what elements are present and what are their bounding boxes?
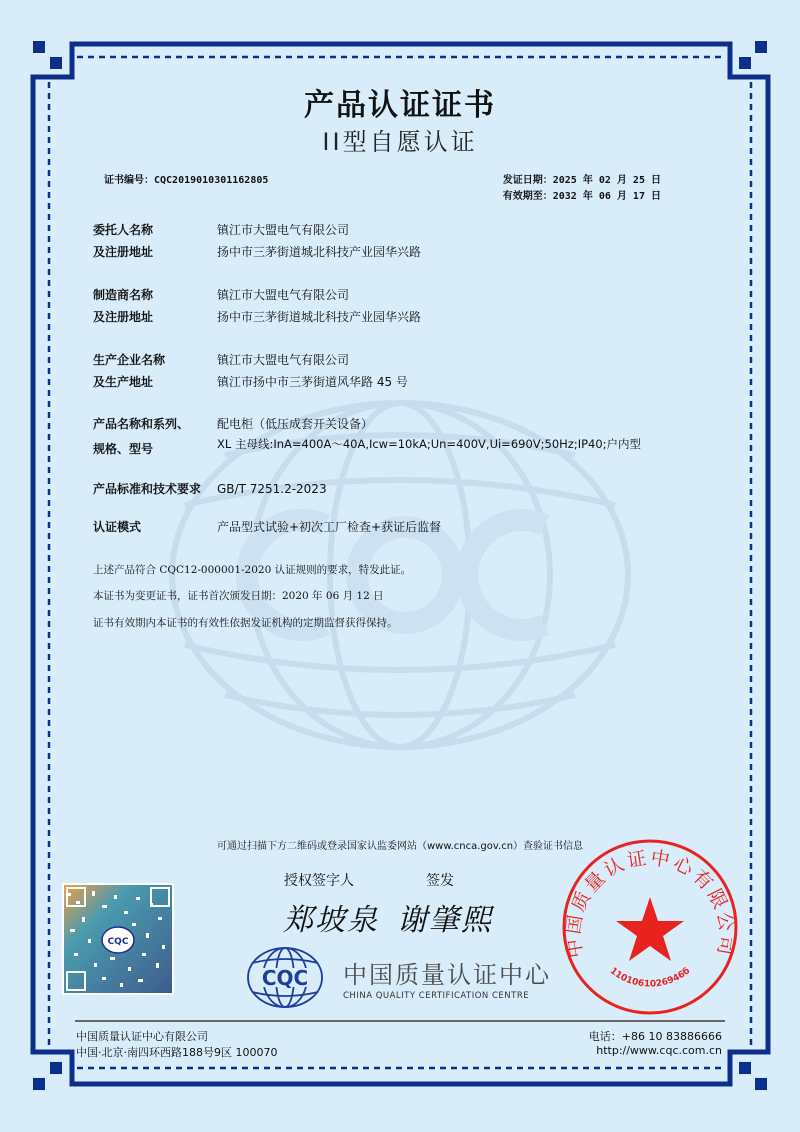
footer-divider bbox=[75, 1020, 725, 1022]
field-label: 及注册地址 bbox=[93, 245, 154, 259]
issuer-label: 签发 bbox=[426, 873, 454, 889]
field-value: XL 主母线:InA=400A～40A,Icw=10kA;Un=400V,Ui=690V;50Hz;IP40;户内型 bbox=[217, 437, 642, 451]
svg-text:CQC: CQC bbox=[107, 937, 129, 947]
expiry-date-value: 2032 年 06 月 17 日 bbox=[552, 191, 661, 202]
footer-company: 中国质量认证中心有限公司 bbox=[76, 1030, 208, 1043]
certificate-subtitle: II型自愿认证 bbox=[322, 128, 478, 156]
certificate-number-label: 证书编号： bbox=[104, 175, 154, 186]
certificate-title: 产品认证证书 bbox=[304, 88, 496, 123]
field-value: 扬中市三茅街道城北科技产业园华兴路 bbox=[217, 245, 422, 259]
certificate-number bbox=[104, 171, 268, 186]
field-label: 规格、型号 bbox=[93, 442, 154, 456]
field-value: 扬中市三茅街道城北科技产业园华兴路 bbox=[217, 310, 422, 324]
field-value: GB/T 7251.2-2023 bbox=[217, 482, 327, 496]
field-value: 镇江市大盟电气有限公司 bbox=[217, 353, 350, 367]
authorized-signatory-label: 授权签字人 bbox=[284, 873, 354, 889]
field-label: 产品标准和技术要求 bbox=[93, 482, 202, 496]
statement-compliance: 上述产品符合 CQC12-000001-2020 认证规则的要求，特发此证。 bbox=[93, 564, 412, 576]
field-label: 及生产地址 bbox=[93, 375, 154, 389]
field-value: 镇江市扬中市三茅街道风华路 45 号 bbox=[217, 375, 408, 389]
field-label: 生产企业名称 bbox=[93, 353, 166, 367]
official-red-stamp bbox=[558, 835, 742, 1019]
field-label: 认证模式 bbox=[93, 520, 142, 534]
expiry-date-label: 有效期至： bbox=[502, 191, 553, 202]
field-value: 产品型式试验+初次工厂检查+获证后监督 bbox=[217, 520, 442, 534]
star-icon bbox=[616, 897, 684, 961]
organization-name-en: CHINA QUALITY CERTIFICATION CENTRE bbox=[343, 991, 530, 1001]
field-label: 产品名称和系列、 bbox=[93, 417, 190, 431]
issue-date-value: 2025 年 02 月 25 日 bbox=[552, 175, 661, 186]
footer-website[interactable]: http://www.cqc.com.cn bbox=[596, 1044, 722, 1057]
statement-change-certificate: 本证书为变更证书，证书首次颁发日期：2020 年 06 月 12 日 bbox=[93, 590, 384, 602]
organization-name-cn: 中国质量认证中心 bbox=[343, 961, 551, 989]
issue-date-label: 发证日期： bbox=[502, 175, 553, 186]
issue-date bbox=[503, 171, 661, 186]
certificate-number-value: CQC2019010301162805 bbox=[154, 175, 269, 186]
field-value: 配电柜（低压成套开关设备） bbox=[217, 417, 374, 431]
field-value: 镇江市大盟电气有限公司 bbox=[217, 223, 350, 237]
footer-phone: 电话：+86 10 83886666 bbox=[588, 1030, 722, 1043]
svg-text:1101061026946б: 1101061026946б bbox=[607, 966, 693, 990]
svg-text:中国质量认证中心有限公司: 中国质量认证中心有限公司 bbox=[562, 846, 738, 960]
footer-address: 中国·北京·南四环西路188号9区 100070 bbox=[76, 1046, 278, 1059]
expiry-date bbox=[503, 187, 661, 202]
qr-code[interactable] bbox=[62, 883, 174, 995]
statement-validity: 证书有效期内本证书的有效性依据发证机构的定期监督获得保持。 bbox=[93, 617, 398, 629]
field-label: 委托人名称 bbox=[93, 223, 154, 237]
cqc-logo bbox=[246, 946, 324, 1009]
verification-note: 可通过扫描下方二维码或登录国家认监委网站（www.cnca.gov.cn）查验证书信息 bbox=[216, 841, 584, 852]
authorized-signature: 郑坡泉 bbox=[283, 903, 379, 938]
field-value: 镇江市大盟电气有限公司 bbox=[217, 288, 350, 302]
issuer-signature: 谢肇熙 bbox=[397, 903, 493, 938]
field-label: 制造商名称 bbox=[93, 288, 154, 302]
field-label: 及注册地址 bbox=[93, 310, 154, 324]
svg-text:CQC: CQC bbox=[261, 966, 309, 990]
